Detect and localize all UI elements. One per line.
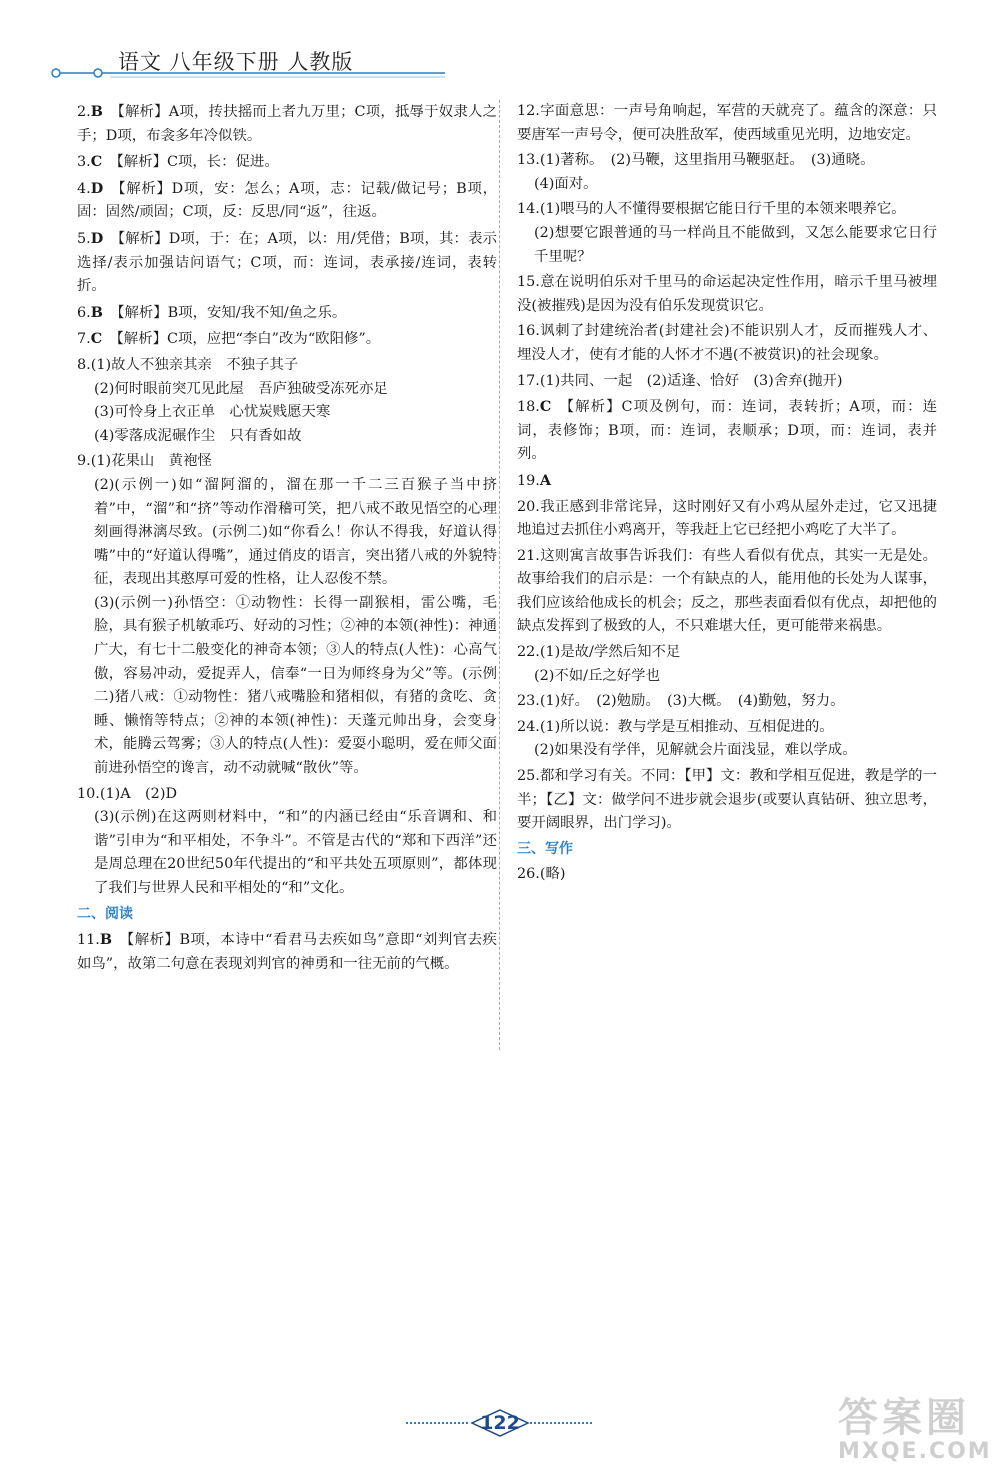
answer-text: 【解析】B项，安知/我不知/鱼之乐。 bbox=[110, 304, 347, 321]
answer-text: (3)(示例)在这两则材料中，“和”的内涵已经由“乐音调和、和谐”引申为“和平相处，不争斗”。不管是古代的“郑和下西洋”还是周总理在20世纪50年代提出的“和平共处五项原则”，都体现了我们与世界人民和平相处的“和”文化。 bbox=[94, 809, 497, 896]
answer-line bbox=[517, 173, 937, 197]
answer-item bbox=[517, 271, 937, 318]
answer-text: (1)A (2)D bbox=[99, 785, 177, 802]
answer-text: (2)(示例一)如“溜阿溜的，溜在那一千二三百猴子当中挤着”中，“溜”和“挤”等动作滑稽可笑，把八戒不敢见悟空的心理刻画得淋漓尽致。(示例二)如“你看么！你认不得我，好道认得嘴”中的“好道认得嘴”，通过俏皮的语言，突出猪八戒的外貌特征，表现出其憨厚可爱的性格，让人忍俊不禁。 bbox=[94, 476, 497, 588]
answer-line bbox=[77, 474, 497, 592]
answer-item bbox=[517, 863, 937, 887]
answer-line bbox=[517, 469, 937, 494]
answer-item bbox=[517, 100, 937, 147]
answer-text: 讽刺了封建统治者(封建社会)不能识别人才，反而摧残人才、埋没人才，使有才能的人怀才不遇(不被赏识)的社会现象。 bbox=[517, 323, 937, 363]
answer-line bbox=[517, 665, 937, 689]
answer-text: (1)喂马的人不懂得要根据它能日行千里的本领来喂养它。 bbox=[539, 201, 906, 218]
column-divider bbox=[499, 100, 500, 1050]
answer-text: (2)何时眼前突兀见此屋 吾庐独破受冻死亦足 bbox=[94, 380, 388, 397]
answer-text: (3)(示例一)孙悟空：①动物性：长得一副猴相，雷公嘴，毛脸，具有猴子机敏乖巧、好动的习性；②神的本领(神性)：神通广大，有七十二般变化的神奇本领；③人的特点(人性)：心高气傲，容易冲动，爱捉弄人，信奉“一日为师终身为父”等。(示例二)猪八戒：①动物性：猪八戒嘴脸和猪相似，有猪的贪吃、贪睡、懒惰等特点；②神的本领(神性)：天蓬元帅出身，会变身术，能腾云驾雾；③人的特点(人性)：爱耍小聪明，爱在师父面前进孙悟空的谗言，动不动就喊“散伙”等。 bbox=[94, 594, 497, 777]
answer-item bbox=[77, 150, 497, 175]
question-number: 10. bbox=[77, 785, 100, 802]
question-number: 9. bbox=[77, 453, 91, 470]
answer-item bbox=[517, 765, 937, 836]
answer-line bbox=[77, 450, 497, 474]
answer-line bbox=[77, 301, 497, 326]
section-heading: 二、阅读 bbox=[77, 905, 133, 922]
answer-choice: A bbox=[539, 471, 552, 489]
question-number: 6. bbox=[77, 304, 91, 321]
answer-line bbox=[77, 100, 497, 148]
answer-line bbox=[77, 227, 497, 299]
answer-item bbox=[517, 395, 937, 467]
answer-line bbox=[517, 765, 937, 836]
answer-text: (1)是故/学然后知不足 bbox=[539, 644, 681, 661]
answer-line bbox=[77, 401, 497, 425]
answer-text: 这则寓言故事告诉我们：有些人看似有优点，其实一无是处。故事给我们的启示是：一个有缺点的人，能用他的长处为人谋事，我们应该给他成长的机会；反之，那些表面看似有优点，却把他的缺点发挥到了极致的人，不只难堪大任，更可能带来祸患。 bbox=[517, 547, 937, 635]
answer-item bbox=[517, 370, 937, 394]
question-number: 4. bbox=[77, 180, 91, 197]
answer-text: (1)故人不独亲其亲 不独子其子 bbox=[90, 356, 299, 373]
answer-choice: D bbox=[90, 229, 104, 247]
answer-text: 【解析】B项，本诗中“看君马去疾如鸟”意即“刘判官去疾如鸟”，故第二句意在表现刘判官的神勇和一往无前的气概。 bbox=[77, 932, 497, 972]
answer-line bbox=[77, 592, 497, 781]
question-number: 19. bbox=[517, 472, 540, 489]
answer-column-right bbox=[517, 100, 937, 889]
answer-line bbox=[517, 690, 937, 714]
question-number: 3. bbox=[77, 154, 91, 171]
question-number: 20. bbox=[517, 498, 540, 515]
answer-item bbox=[77, 177, 497, 225]
answer-line bbox=[517, 198, 937, 222]
answer-line bbox=[517, 545, 937, 639]
answer-text: (1)共同、一起 (2)适逢、恰好 (3)舍弃(抛开) bbox=[539, 372, 843, 389]
answer-item bbox=[77, 227, 497, 299]
question-number: 24. bbox=[517, 718, 540, 735]
watermark-cn: 答案圈 bbox=[838, 1395, 970, 1441]
answer-text: (1)好。 (2)勉励。 (3)大概。 (4)勤勉，努力。 bbox=[539, 693, 845, 710]
answer-text: 字面意思：一声号角响起，军营的天就亮了。蕴含的深意：只要唐军一声号令，便可决胜敌军，使西域重见光明，边地安定。 bbox=[517, 103, 937, 143]
question-number: 14. bbox=[517, 201, 540, 218]
question-number: 8. bbox=[77, 356, 91, 373]
answer-item bbox=[517, 149, 937, 196]
page-header-title: 语文 八年级下册 人教版 bbox=[118, 50, 354, 74]
answer-item bbox=[77, 450, 497, 780]
answer-item bbox=[517, 641, 937, 688]
answer-line bbox=[517, 100, 937, 147]
answer-text: (2)想要它跟普通的马一样尚且不能做到，又怎么能要求它日行千里呢？ bbox=[534, 224, 937, 265]
answer-line bbox=[77, 378, 497, 402]
watermark bbox=[838, 1386, 992, 1464]
question-number: 5. bbox=[77, 230, 91, 247]
answer-text: 都和学习有关。不同：【甲】文：教和学相互促进，教是学的一半；【乙】文：做学问不进步就会退步(或要认真钻研、独立思考，要开阔眼界，出门学习)。 bbox=[517, 768, 937, 832]
watermark-en: MXQE.COM bbox=[838, 1439, 992, 1464]
answer-line bbox=[517, 395, 937, 467]
answer-text: (1)所以说：教与学是互相推动、互相促进的。 bbox=[539, 718, 834, 735]
answer-choice: C bbox=[90, 330, 103, 348]
question-number: 26. bbox=[517, 866, 540, 883]
answer-text: (2)不如/丘之好学也 bbox=[534, 667, 660, 684]
answer-column-left bbox=[77, 100, 497, 978]
answer-choice: B bbox=[90, 303, 103, 321]
answer-line bbox=[517, 739, 937, 763]
question-number: 7. bbox=[77, 331, 91, 348]
answer-line bbox=[77, 150, 497, 175]
answer-text: (略) bbox=[539, 866, 566, 883]
question-number: 13. bbox=[517, 152, 540, 169]
answer-item bbox=[517, 320, 937, 367]
answer-text: (4)零落成泥碾作尘 只有香如故 bbox=[94, 427, 302, 444]
answer-line bbox=[77, 928, 497, 976]
answer-line bbox=[77, 425, 497, 449]
answer-line bbox=[77, 783, 497, 807]
answer-item bbox=[517, 496, 937, 543]
answer-text: 【解析】D项，于：在；A项，以：用/凭借；B项，其：表示选择/表示加强诘问语气；C项，而：连词，表承接/连词，表转折。 bbox=[77, 230, 497, 295]
answer-line bbox=[77, 327, 497, 352]
question-number: 11. bbox=[77, 932, 100, 949]
answer-line bbox=[77, 354, 497, 378]
answer-choice: B bbox=[90, 103, 103, 120]
answer-line bbox=[517, 496, 937, 543]
answer-text: 【解析】C项，应把“李白”改为“欧阳修”。 bbox=[109, 331, 381, 348]
answer-text: 意在说明伯乐对千里马的命运起决定性作用，暗示千里马被埋没(被摧残)是因为没有伯乐发现赏识它。 bbox=[517, 274, 937, 314]
answer-choice: B bbox=[99, 931, 113, 949]
question-number: 16. bbox=[517, 323, 540, 340]
answer-line bbox=[517, 149, 937, 173]
answer-item bbox=[77, 301, 497, 326]
answer-choice: C bbox=[539, 398, 552, 416]
answer-item bbox=[77, 100, 497, 148]
answer-item bbox=[517, 716, 937, 763]
header-decoration bbox=[50, 62, 450, 84]
answer-choice: C bbox=[90, 153, 103, 171]
answer-line bbox=[517, 320, 937, 367]
answer-item bbox=[77, 327, 497, 352]
answer-item bbox=[517, 469, 937, 494]
answer-line bbox=[517, 222, 937, 269]
question-number: 18. bbox=[517, 399, 540, 416]
answer-text: (1)花果山 黄袍怪 bbox=[90, 453, 212, 470]
question-number: 25. bbox=[517, 768, 540, 785]
answer-choice: D bbox=[90, 179, 104, 197]
answer-line bbox=[77, 806, 497, 900]
answer-item bbox=[517, 690, 937, 714]
question-number: 21. bbox=[517, 547, 540, 564]
answer-text: 我正感到非常诧异，这时刚好又有小鸡从屋外走过，它又迅捷地追过去抓住小鸡离开，等我赶上它已经把小鸡吃了大半了。 bbox=[517, 498, 937, 539]
answer-item bbox=[517, 545, 937, 639]
answer-line bbox=[517, 370, 937, 394]
answer-item bbox=[517, 198, 937, 269]
answer-line bbox=[517, 863, 937, 887]
answer-text: 【解析】A项，抟扶摇而上者九万里；C项，抵辱于奴隶人之手；D项，布衾多年冷似铁。 bbox=[77, 104, 497, 144]
answer-line bbox=[517, 271, 937, 318]
answer-line bbox=[517, 716, 937, 740]
answer-text: (3)可怜身上衣正单 心忧炭贱愿天寒 bbox=[94, 404, 331, 421]
answer-text: 【解析】C项及例句，而：连词，表转折；A项，而：连词，表修饰；B项，而：连词，表顺承；D项，而：连词，表并列。 bbox=[517, 399, 937, 463]
answer-text: 【解析】D项，安：怎么；A项，志：记载/做记号；B项，固：固然/顽固；C项，反：反思/同“返”，往返。 bbox=[77, 180, 497, 221]
answer-item bbox=[77, 783, 497, 901]
question-number: 12. bbox=[517, 103, 540, 119]
section-heading: 三、写作 bbox=[517, 840, 573, 857]
answer-text: 【解析】C项，长：促进。 bbox=[109, 154, 279, 171]
answer-text: (2)如果没有学伴，见解就会片面浅显，难以学成。 bbox=[534, 742, 857, 759]
answer-line bbox=[77, 177, 497, 225]
answer-line bbox=[517, 641, 937, 665]
question-number: 15. bbox=[517, 274, 540, 291]
answer-item bbox=[77, 928, 497, 976]
question-number: 22. bbox=[517, 644, 540, 661]
answer-item bbox=[77, 354, 497, 448]
question-number: 23. bbox=[517, 693, 540, 710]
page-number: 122 bbox=[480, 1412, 520, 1434]
answer-text: (1)著称。 (2)马鞭，这里指用马鞭驱赶。 (3)通晓。 bbox=[539, 152, 875, 169]
answer-text: (4)面对。 bbox=[534, 175, 598, 192]
question-number: 17. bbox=[517, 372, 540, 389]
question-number: 2. bbox=[77, 104, 91, 120]
